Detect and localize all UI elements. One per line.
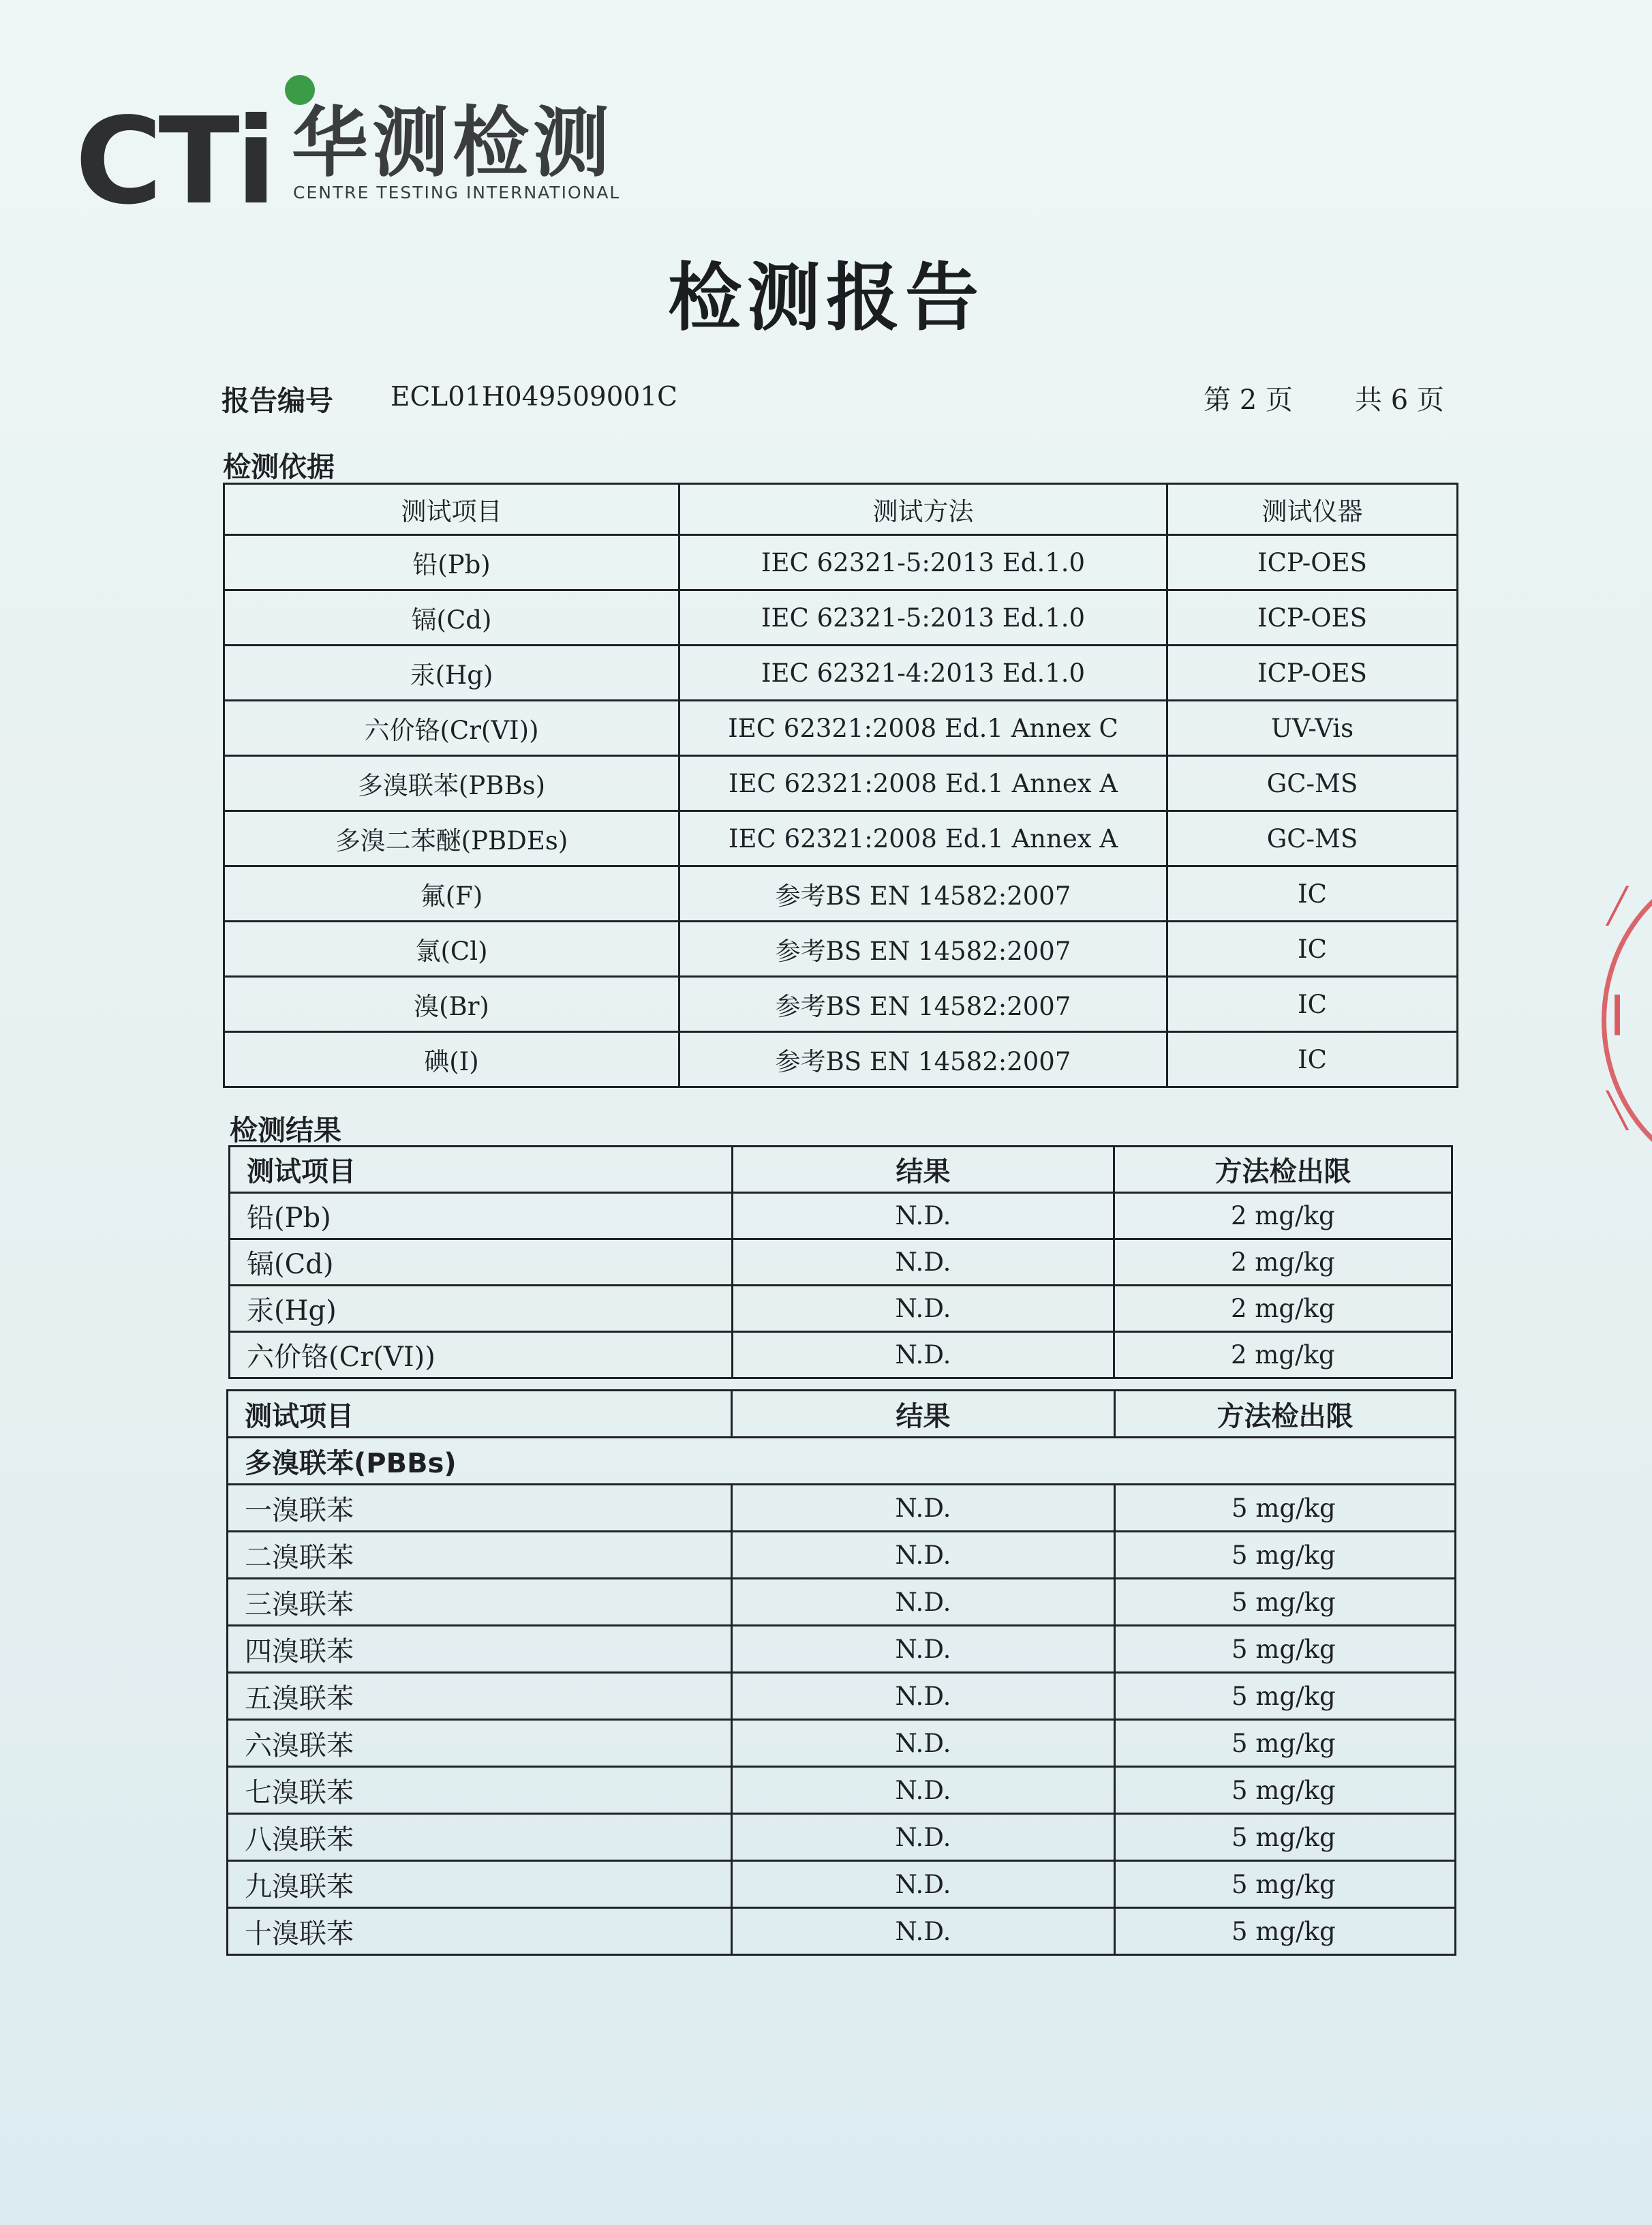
group-label: 多溴联苯(PBBs) (228, 1438, 1456, 1485)
table-row (224, 866, 1458, 922)
detection-limit: 2 mg/kg (1114, 1193, 1452, 1239)
page-title: 检测报告 (667, 256, 984, 341)
test-item: 五溴联苯 (228, 1673, 732, 1720)
stamp-fragment: ┃ (1607, 995, 1628, 1035)
test-item: 多溴二苯醚(PBDEs) (224, 811, 679, 866)
test-item: 铅(Pb) (230, 1193, 733, 1239)
test-method: IEC 62321-5:2013 Ed.1.0 (679, 535, 1167, 590)
column-header: 测试项目 (230, 1147, 733, 1193)
test-item: 多溴联苯(PBBs) (224, 756, 679, 811)
test-result: N.D. (733, 1193, 1114, 1239)
table-row (228, 1814, 1456, 1861)
test-item: 六价铬(Cr(VI)) (230, 1332, 733, 1378)
table-row (224, 811, 1458, 866)
page-total: 共 6 页 (1355, 384, 1444, 416)
test-item: 二溴联苯 (228, 1532, 732, 1579)
cti-logo (75, 75, 634, 231)
test-item: 七溴联苯 (228, 1767, 732, 1814)
column-header: 测试项目 (224, 484, 679, 535)
table-header-row (224, 484, 1458, 535)
test-instrument: ICP-OES (1167, 646, 1458, 701)
table-row (230, 1286, 1452, 1332)
test-instrument: ICP-OES (1167, 590, 1458, 646)
table-row (228, 1532, 1456, 1579)
test-result: N.D. (733, 1239, 1114, 1286)
test-method: IEC 62321:2008 Ed.1 Annex A (679, 811, 1167, 866)
table-row (224, 756, 1458, 811)
test-instrument: IC (1167, 922, 1458, 977)
logo-cti-text: CTi (75, 93, 273, 231)
table-row (228, 1767, 1456, 1814)
test-item: 汞(Hg) (230, 1286, 733, 1332)
detection-limit: 5 mg/kg (1115, 1720, 1456, 1767)
test-item: 九溴联苯 (228, 1861, 732, 1908)
table-row (224, 922, 1458, 977)
test-result: N.D. (733, 1332, 1114, 1378)
test-method: IEC 62321-5:2013 Ed.1.0 (679, 590, 1167, 646)
table-row (224, 646, 1458, 701)
detection-limit: 2 mg/kg (1114, 1332, 1452, 1378)
test-result: N.D. (732, 1673, 1115, 1720)
table-row (230, 1193, 1452, 1239)
detection-limit: 2 mg/kg (1114, 1286, 1452, 1332)
report-number: ECL01H049509001C (391, 382, 678, 412)
test-method: 参考BS EN 14582:2007 (679, 866, 1167, 922)
detection-limit: 2 mg/kg (1114, 1239, 1452, 1286)
test-item: 氯(Cl) (224, 922, 679, 977)
test-item: 汞(Hg) (224, 646, 679, 701)
test-result: N.D. (732, 1579, 1115, 1626)
table-row (224, 701, 1458, 756)
test-item: 氟(F) (224, 866, 679, 922)
table-header-row (230, 1147, 1452, 1193)
test-instrument: ICP-OES (1167, 535, 1458, 590)
test-results-label: 检测结果 (230, 1114, 341, 1147)
table-row (224, 977, 1458, 1032)
test-method: IEC 62321-4:2013 Ed.1.0 (679, 646, 1167, 701)
test-instrument: GC-MS (1167, 811, 1458, 866)
test-item: 四溴联苯 (228, 1626, 732, 1673)
test-basis-table (223, 483, 1458, 1088)
detection-limit: 5 mg/kg (1115, 1673, 1456, 1720)
test-item: 溴(Br) (224, 977, 679, 1032)
test-instrument: IC (1167, 866, 1458, 922)
test-method: 参考BS EN 14582:2007 (679, 922, 1167, 977)
report-number-label: 报告编号 (221, 384, 333, 417)
test-result: N.D. (732, 1767, 1115, 1814)
test-item: 八溴联苯 (228, 1814, 732, 1861)
test-item: 碘(I) (224, 1032, 679, 1087)
test-result: N.D. (732, 1532, 1115, 1579)
test-item: 铅(Pb) (224, 535, 679, 590)
table-row (230, 1239, 1452, 1286)
test-result: N.D. (732, 1485, 1115, 1532)
test-result: N.D. (732, 1720, 1115, 1767)
table-row (228, 1626, 1456, 1673)
logo-chinese-name: 华测检测 (292, 99, 613, 187)
stamp-fragment: ╱ (1607, 886, 1628, 926)
page-number: 第 2 页 (1204, 384, 1293, 416)
results-table-metals (228, 1145, 1453, 1379)
test-result: N.D. (732, 1814, 1115, 1861)
table-row (228, 1908, 1456, 1955)
detection-limit: 5 mg/kg (1115, 1814, 1456, 1861)
test-instrument: GC-MS (1167, 756, 1458, 811)
test-instrument: IC (1167, 1032, 1458, 1087)
logo-english-name: CENTRE TESTING INTERNATIONAL (293, 183, 621, 202)
table-row (228, 1485, 1456, 1532)
detection-limit: 5 mg/kg (1115, 1485, 1456, 1532)
group-row (228, 1438, 1456, 1485)
test-item: 六溴联苯 (228, 1720, 732, 1767)
test-result: N.D. (732, 1626, 1115, 1673)
column-header: 结果 (732, 1391, 1115, 1438)
table-row (228, 1673, 1456, 1720)
detection-limit: 5 mg/kg (1115, 1767, 1456, 1814)
results-table-pbbs (226, 1389, 1456, 1956)
column-header: 测试项目 (228, 1391, 732, 1438)
table-row (224, 590, 1458, 646)
column-header: 测试方法 (679, 484, 1167, 535)
detection-limit: 5 mg/kg (1115, 1908, 1456, 1955)
test-result: N.D. (732, 1908, 1115, 1955)
column-header: 结果 (733, 1147, 1114, 1193)
test-method: IEC 62321:2008 Ed.1 Annex C (679, 701, 1167, 756)
test-result: N.D. (732, 1861, 1115, 1908)
test-item: 镉(Cd) (224, 590, 679, 646)
column-header: 方法检出限 (1115, 1391, 1456, 1438)
column-header: 方法检出限 (1114, 1147, 1452, 1193)
test-item: 三溴联苯 (228, 1579, 732, 1626)
detection-limit: 5 mg/kg (1115, 1861, 1456, 1908)
table-row (228, 1579, 1456, 1626)
table-row (224, 1032, 1458, 1087)
test-instrument: UV-Vis (1167, 701, 1458, 756)
detection-limit: 5 mg/kg (1115, 1579, 1456, 1626)
test-method: 参考BS EN 14582:2007 (679, 1032, 1167, 1087)
table-row (230, 1332, 1452, 1378)
test-item: 镉(Cd) (230, 1239, 733, 1286)
test-method: IEC 62321:2008 Ed.1 Annex A (679, 756, 1167, 811)
test-item: 六价铬(Cr(VI)) (224, 701, 679, 756)
test-item: 一溴联苯 (228, 1485, 732, 1532)
test-instrument: IC (1167, 977, 1458, 1032)
table-row (228, 1720, 1456, 1767)
detection-limit: 5 mg/kg (1115, 1532, 1456, 1579)
test-basis-label: 检测依据 (223, 451, 335, 483)
column-header: 测试仪器 (1167, 484, 1458, 535)
test-item: 十溴联苯 (228, 1908, 732, 1955)
red-stamp-partial (1595, 859, 1652, 1172)
stamp-fragment: ╲ (1607, 1091, 1628, 1130)
test-result: N.D. (733, 1286, 1114, 1332)
detection-limit: 5 mg/kg (1115, 1626, 1456, 1673)
table-row (228, 1861, 1456, 1908)
test-method: 参考BS EN 14582:2007 (679, 977, 1167, 1032)
table-header-row (228, 1391, 1456, 1438)
table-row (224, 535, 1458, 590)
